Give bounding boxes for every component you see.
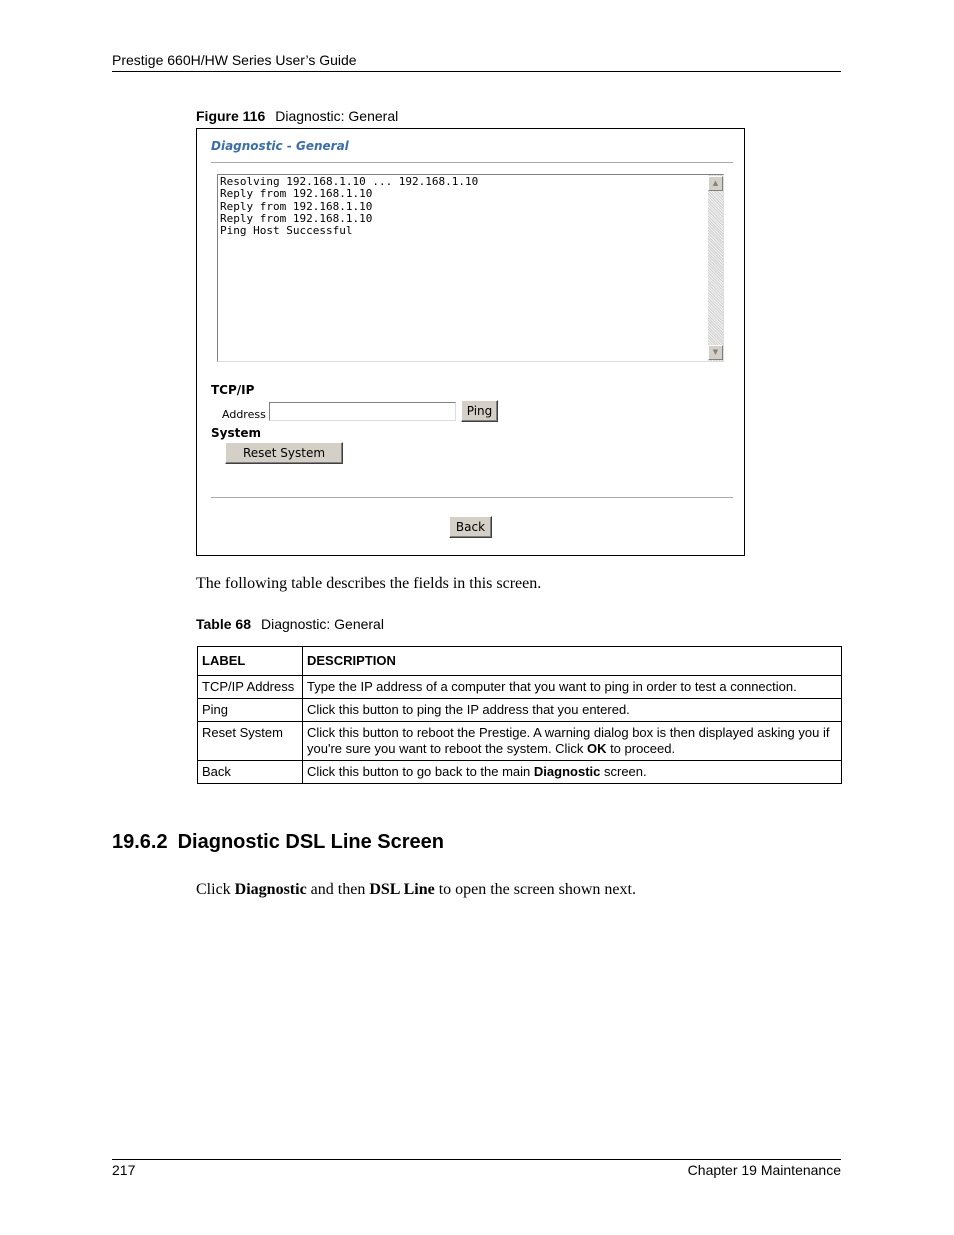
table-row [198,722,842,761]
column-header-description: DESCRIPTION [303,647,842,676]
row-label: Ping [198,699,303,722]
screen-divider-bottom [211,497,733,499]
desc-text: Click this button to ping the IP address that you entered. [307,702,630,717]
row-label: TCP/IP Address [198,676,303,699]
table-row [198,761,842,784]
desc-text: Type the IP address of a computer that you want to ping in order to test a connection. [307,679,797,694]
footer-rule [112,1159,841,1160]
reset-system-button[interactable]: Reset System [225,442,343,464]
instruction-emphasis: DSL Line [369,881,435,898]
figure-label: Figure 116 [196,108,266,124]
screen-divider-top [211,162,733,164]
desc-text: Click this button to go back to the main [307,764,534,779]
page-number: 217 [112,1162,136,1178]
desc-text: to proceed. [606,741,676,756]
desc-text: Click this button to reboot the Prestige. A warning dialog box is then displayed asking you if you're sure you want to reboot the system. Click [307,725,830,756]
intro-paragraph: The following table describes the fields in this screen. [196,575,542,592]
table-header-row [198,647,842,676]
screen-title: Diagnostic - General [211,139,349,153]
section-heading [112,831,444,854]
column-header-label: LABEL [198,647,303,676]
instruction-emphasis: Diagnostic [234,881,307,898]
scroll-up-icon[interactable]: ▲ [708,176,723,191]
desc-text: screen. [600,764,647,779]
row-label: Reset System [198,722,303,761]
instruction-text: Click [196,881,235,898]
section-title: Diagnostic DSL Line Screen [177,831,444,853]
figure-caption [196,108,398,124]
address-label: Address [222,408,266,421]
row-description [303,761,842,784]
desc-emphasis: OK [586,741,607,756]
desc-emphasis: Diagnostic [533,764,601,779]
figure-title: Diagnostic: General [275,108,399,124]
address-input[interactable] [269,402,456,421]
description-table [197,646,842,784]
table-label: Table 68 [196,616,251,632]
table-caption [196,616,384,632]
instruction-text: and then [306,881,370,898]
back-button[interactable]: Back [449,516,492,538]
header-title: Prestige 660H/HW Series User’s Guide [112,52,357,68]
section-number: 19.6.2 [112,831,168,853]
row-description [303,722,842,761]
diagnostic-log-textarea[interactable] [217,174,724,362]
instruction-text: to open the screen shown next. [434,881,636,898]
header-rule [112,71,841,72]
table-row [198,699,842,722]
scroll-down-icon[interactable]: ▼ [708,345,723,360]
ping-button[interactable]: Ping [461,400,498,422]
table-row [198,676,842,699]
row-description [303,676,842,699]
log-scrollbar[interactable] [708,175,723,361]
chapter-title: Chapter 19 Maintenance [687,1162,841,1178]
system-heading: System [211,426,261,440]
instruction-paragraph [196,881,636,899]
diagnostic-screenshot [196,128,745,556]
diagnostic-log-text: Resolving 192.168.1.10 ... 192.168.1.10 Reply from 192.168.1.10 Reply from 192.168.1.10 Reply from 192.168.1.10 Ping Host Successful [220,175,479,238]
table-title: Diagnostic: General [261,616,384,632]
tcpip-heading: TCP/IP [211,383,255,397]
row-description [303,699,842,722]
row-label: Back [198,761,303,784]
